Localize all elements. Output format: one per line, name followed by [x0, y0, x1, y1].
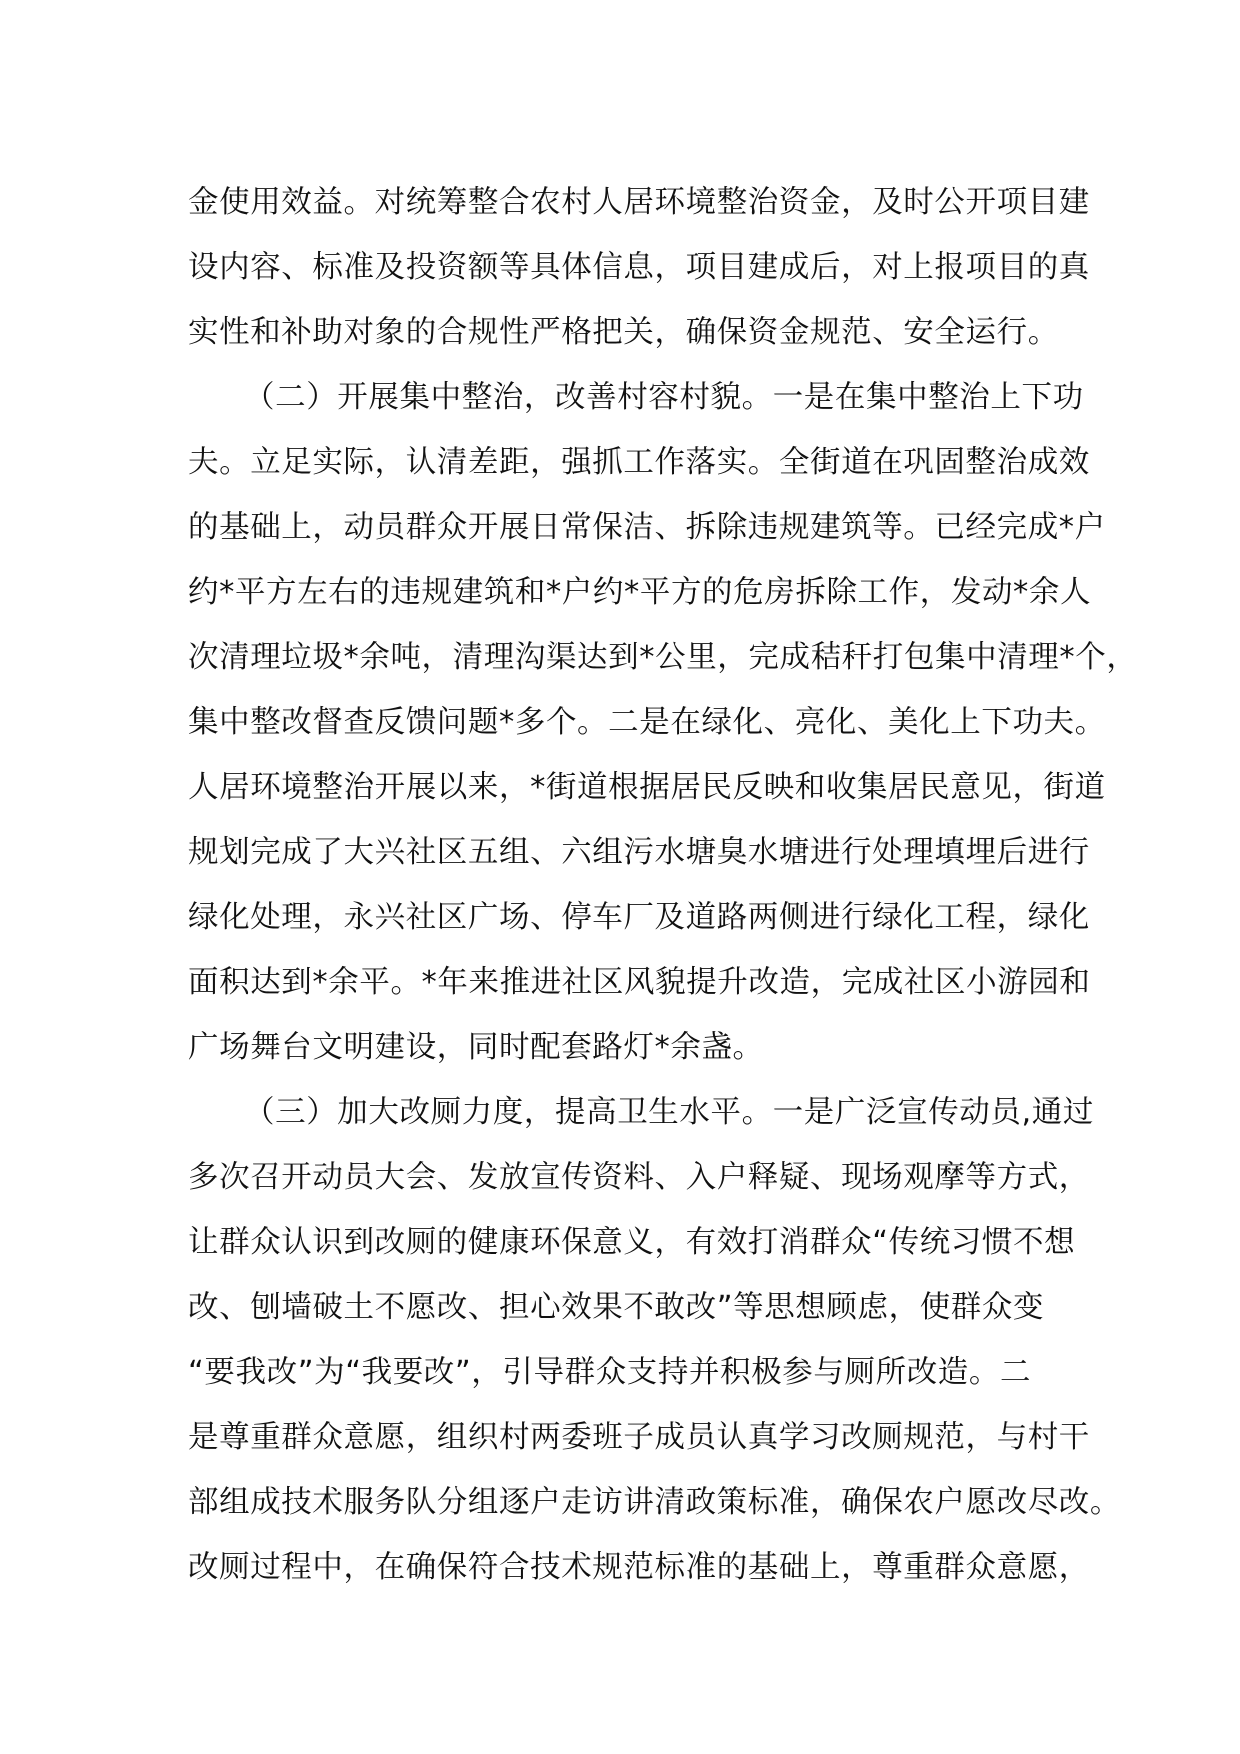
- section-heading-line: （三）加大改厕力度，提高卫生水平。一是广泛宣传动员,通过: [244, 1095, 1094, 1130]
- text-line: 广场舞台文明建设，同时配套路灯*余盏。: [188, 1030, 764, 1065]
- text-line: 让群众认识到改厕的健康环保意义，有效打消群众“传统习惯不想: [188, 1225, 1076, 1260]
- document-body: [188, 170, 1138, 1600]
- text-line: 改、刨墙破土不愿改、担心效果不敢改”等思想顾虑，使群众变: [188, 1290, 1045, 1325]
- text-line: “要我改”为“我要改”，引导群众支持并积极参与厕所改造。二: [188, 1355, 1032, 1390]
- text-line: 约*平方左右的违规建筑和*户约*平方的危房拆除工作，发动*余人: [188, 575, 1092, 610]
- text-line: 集中整改督查反馈问题*多个。二是在绿化、亮化、美化上下功夫。: [188, 705, 1106, 740]
- text-line: 实性和补助对象的合规性严格把关，确保资金规范、安全运行。: [188, 315, 1059, 350]
- text-line: 的基础上，动员群众开展日常保洁、拆除违规建筑等。已经完成*户: [188, 510, 1106, 545]
- text-line: 设内容、标准及投资额等具体信息，项目建成后，对上报项目的真: [188, 250, 1090, 285]
- text-line: 人居环境整治开展以来，*街道根据居民反映和收集居民意见，街道: [188, 770, 1106, 805]
- text-line: 绿化处理，永兴社区广场、停车厂及道路两侧进行绿化工程，绿化: [188, 900, 1090, 935]
- text-line: 次清理垃圾*余吨，清理沟渠达到*公里，完成秸秆打包集中清理*个，: [188, 640, 1138, 675]
- text-line: 夫。立足实际，认清差距，强抓工作落实。全街道在巩固整治成效: [188, 445, 1090, 480]
- text-line: 多次召开动员大会、发放宣传资料、入户释疑、现场观摩等方式，: [188, 1160, 1090, 1195]
- text-line: 是尊重群众意愿，组织村两委班子成员认真学习改厕规范，与村干: [188, 1420, 1090, 1455]
- text-line: 金使用效益。对统筹整合农村人居环境整治资金，及时公开项目建: [188, 185, 1090, 220]
- text-line: 规划完成了大兴社区五组、六组污水塘臭水塘进行处理填埋后进行: [188, 835, 1090, 870]
- text-line: 部组成技术服务队分组逐户走访讲清政策标准，确保农户愿改尽改。: [188, 1485, 1121, 1520]
- section-heading-line: （二）开展集中整治，改善村容村貌。一是在集中整治上下功: [244, 380, 1084, 415]
- text-line: 改厕过程中，在确保符合技术规范标准的基础上，尊重群众意愿，: [188, 1550, 1090, 1585]
- text-line: 面积达到*余平。*年来推进社区风貌提升改造，完成社区小游园和: [188, 965, 1091, 1000]
